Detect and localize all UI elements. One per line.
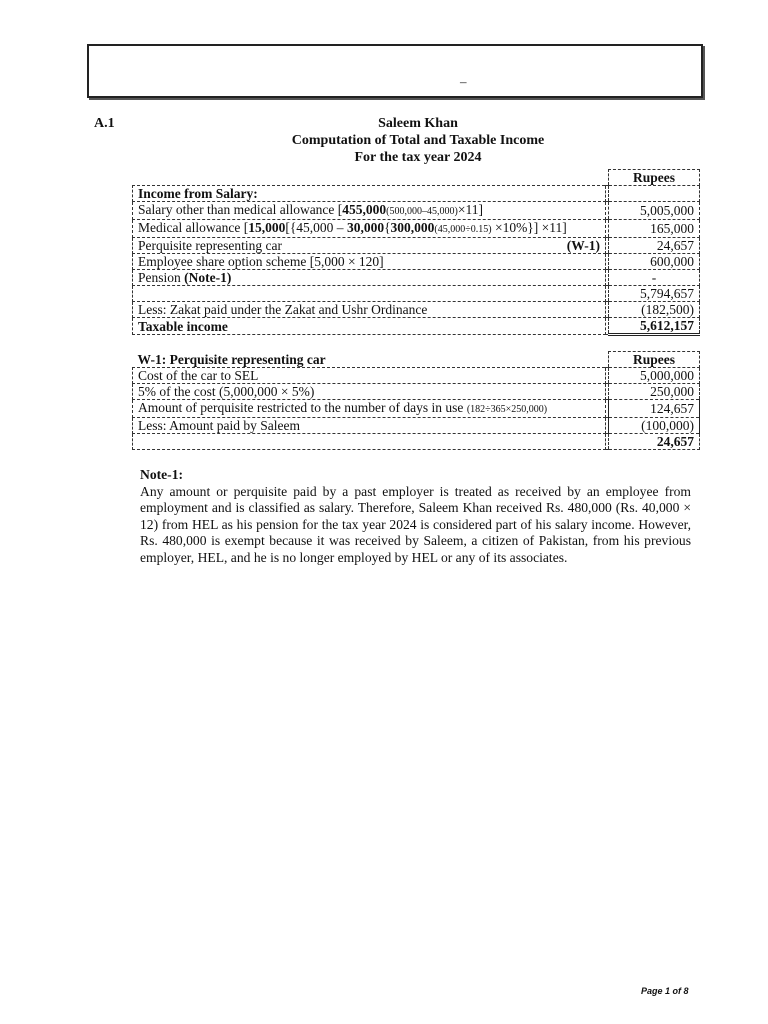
table-row	[133, 434, 700, 450]
w1-restricted-label: Amount of perquisite restricted to the number of days in use (182÷365×250,000)	[133, 400, 606, 418]
taxable-income-label: Taxable income	[133, 318, 606, 335]
table-row	[133, 202, 700, 220]
table-row	[133, 170, 700, 186]
pension-amount: -	[609, 270, 700, 286]
table-row	[133, 186, 700, 202]
car-perquisite-amount: 24,657	[609, 238, 700, 254]
car-perquisite-label: Perquisite representing car (W-1)	[133, 238, 606, 254]
rupees-column-header: Rupees	[609, 170, 700, 186]
w1-reference: (W-1)	[566, 238, 600, 253]
header-dash: –	[460, 74, 467, 89]
esos-amount: 600,000	[609, 254, 700, 270]
income-computation-table	[132, 169, 700, 336]
w1-five-percent-label: 5% of the cost (5,000,000 × 5%)	[133, 384, 606, 400]
header-box	[87, 44, 703, 98]
question-number: A.1	[94, 116, 115, 131]
w1-car-cost-label: Cost of the car to SEL	[133, 368, 606, 384]
subtotal-amount: 5,794,657	[609, 286, 700, 302]
zakat-label: Less: Zakat paid under the Zakat and Ushr Ordinance	[133, 302, 606, 318]
document-title: Computation of Total and Taxable Income	[291, 133, 545, 148]
w1-five-percent-amount: 250,000	[609, 384, 700, 400]
table-row	[133, 384, 700, 400]
medical-allowance-label: Medical allowance [15,000[{45,000 – 30,000{300,000(45,000÷0.15) ×10%}] ×11]	[133, 220, 606, 238]
table-row	[133, 352, 700, 368]
table-row	[133, 318, 700, 335]
note-body: Any amount or perquisite paid by a past employer is treated as received by an employee from employment and is classified as salary. Therefore, Saleem Khan received Rs. 480,000 (Rs. 40,000 × 12) from HEL as his pension for the tax year 2024 is considered part of his salary income. However, Rs. 480,000 is exempt because it was received by Saleem, a citizen of Pakistan, from his previous employer, HEL, and he is no longer employed by HEL or any of its associates.	[140, 483, 691, 565]
table-row	[133, 220, 700, 238]
note-title: Note-1:	[140, 467, 184, 482]
w1-less-paid-label: Less: Amount paid by Saleem	[133, 418, 606, 434]
w1-restricted-amount: 124,657	[609, 400, 700, 418]
candidate-name: Saleem Khan	[378, 116, 458, 131]
medical-allowance-amount: 165,000	[609, 220, 700, 238]
table-row	[133, 286, 700, 302]
table-row	[133, 368, 700, 384]
taxable-income-amount: 5,612,157	[609, 318, 700, 335]
section-title-salary: Income from Salary:	[133, 186, 606, 202]
esos-label: Employee share option scheme [5,000 × 120]	[133, 254, 606, 270]
table-row	[133, 418, 700, 434]
page-number: Page 1 of 8	[641, 986, 689, 996]
table-row	[133, 238, 700, 254]
salary-amount: 5,005,000	[609, 202, 700, 220]
table-row	[133, 400, 700, 418]
note-1	[140, 467, 691, 566]
table-row	[133, 270, 700, 286]
table-row	[133, 302, 700, 318]
tax-year-heading: For the tax year 2024	[354, 150, 482, 165]
w1-title: W-1: Perquisite representing car	[137, 351, 326, 367]
w1-car-cost-amount: 5,000,000	[609, 368, 700, 384]
zakat-amount: (182,500)	[609, 302, 700, 318]
note-reference: (Note-1)	[184, 270, 232, 285]
w1-less-paid-amount: (100,000)	[609, 418, 700, 434]
w1-rupees-header: Rupees	[609, 352, 700, 368]
w1-total-amount: 24,657	[609, 434, 700, 450]
table-row	[133, 254, 700, 270]
pension-label: Pension (Note-1)	[133, 270, 606, 286]
w1-working-table	[132, 351, 700, 450]
salary-label: Salary other than medical allowance [455,000(500,000–45,000)×11]	[133, 202, 606, 220]
